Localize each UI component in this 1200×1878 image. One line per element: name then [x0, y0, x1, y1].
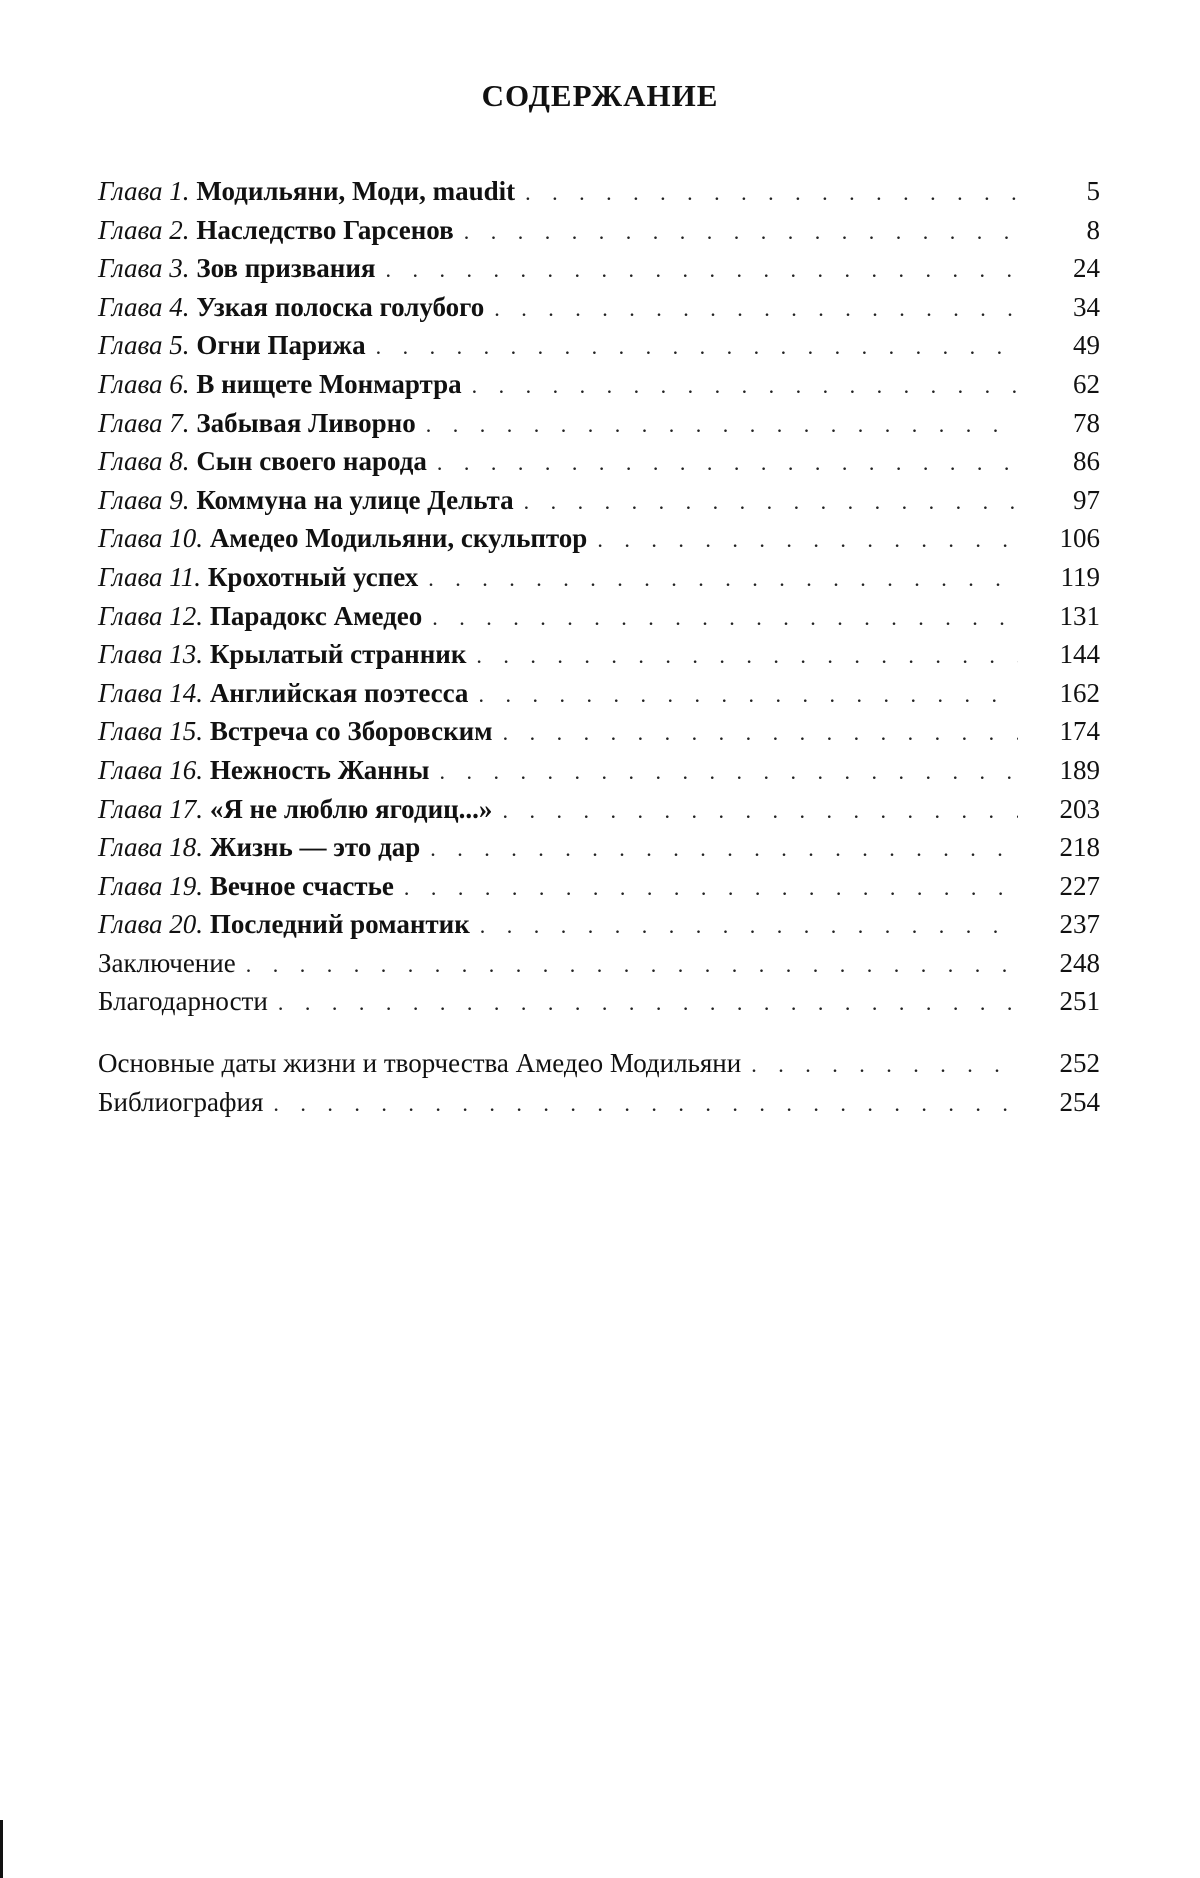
chapter-title: Узкая полоска голубого [196, 291, 485, 322]
chapter-title: Жизнь — это дар [209, 832, 421, 863]
entry-label [98, 794, 492, 825]
page-number: 86 [1073, 446, 1100, 477]
toc-entry[interactable] [98, 292, 1100, 331]
chapter-number: Глава 2. [98, 214, 190, 245]
entry-label [98, 639, 466, 670]
chapter-title: «Я не люблю ягодиц...» [209, 793, 493, 824]
page-number: 24 [1073, 253, 1100, 284]
page-edge-mark [0, 1820, 3, 1878]
dot-leader [478, 682, 1018, 708]
toc-entry[interactable] [98, 1087, 1100, 1126]
chapter-number: Глава 9. [98, 484, 190, 515]
chapter-title: Крылатый странник [209, 639, 467, 670]
chapter-number: Глава 16. [98, 754, 204, 785]
chapter-title: Огни Парижа [196, 330, 366, 361]
page-number: 248 [1059, 947, 1100, 978]
entry-label [98, 330, 366, 361]
dot-leader [404, 875, 1018, 901]
toc-entry[interactable] [98, 446, 1100, 485]
toc-appendix-list [98, 1048, 1100, 1125]
page-number: 254 [1059, 1086, 1100, 1117]
page-number: 189 [1059, 754, 1100, 785]
chapter-number: Глава 10. [98, 523, 204, 554]
dot-leader [278, 990, 1018, 1016]
chapter-title: Модильяни, Моди, maudit [196, 176, 516, 206]
dot-leader [437, 450, 1018, 476]
chapter-number: Глава 3. [98, 253, 190, 284]
chapter-number: Глава 1. [98, 176, 190, 206]
chapter-number: Глава 11. [98, 561, 202, 592]
chapter-title: Забывая Ливорно [196, 407, 416, 438]
dot-leader [472, 373, 1018, 399]
toc-main-list [98, 176, 1100, 1025]
entry-label [98, 485, 514, 516]
page-number: 119 [1060, 561, 1100, 592]
entry-label [98, 369, 462, 400]
chapter-title: Вечное счастье [209, 870, 394, 901]
dot-leader [503, 720, 1018, 746]
dot-leader [386, 257, 1018, 283]
page-number: 162 [1059, 677, 1100, 708]
entry-label [98, 832, 420, 863]
dot-leader [432, 605, 1018, 631]
toc-entry[interactable] [98, 176, 1100, 215]
chapter-number: Глава 19. [98, 870, 204, 901]
toc-entry[interactable] [98, 485, 1100, 524]
page-number: 203 [1059, 793, 1100, 824]
toc-entry[interactable] [98, 369, 1100, 408]
toc-entry[interactable] [98, 871, 1100, 910]
chapter-number: Глава 18. [98, 832, 204, 863]
dot-leader [426, 412, 1018, 438]
chapter-number: Глава 8. [98, 446, 190, 477]
entry-label [98, 755, 429, 786]
page-number: 252 [1059, 1048, 1100, 1078]
page-number: 237 [1059, 909, 1100, 940]
page-number: 97 [1073, 484, 1100, 515]
dot-leader [597, 527, 1018, 553]
chapter-title: Коммуна на улице Дельта [196, 484, 514, 515]
chapter-number: Глава 14. [98, 677, 204, 708]
page-number: 144 [1059, 639, 1100, 670]
appendix-title: Библиография [98, 1086, 264, 1117]
entry-label [98, 678, 468, 709]
toc-entry[interactable] [98, 794, 1100, 833]
toc-entry[interactable] [98, 408, 1100, 447]
page-number: 78 [1073, 407, 1100, 438]
dot-leader [428, 566, 1018, 592]
entry-label [98, 523, 587, 554]
toc-entry[interactable] [98, 330, 1100, 369]
toc-entry[interactable] [98, 601, 1100, 640]
entry-label [98, 716, 493, 747]
dot-leader [494, 296, 1018, 322]
chapter-title: Нежность Жанны [209, 754, 430, 785]
entry-label [98, 909, 470, 940]
chapter-number: Глава 6. [98, 368, 190, 399]
page-number: 34 [1073, 291, 1100, 322]
toc-entry[interactable] [98, 1048, 1100, 1087]
toc-entry[interactable] [98, 639, 1100, 678]
entry-label [98, 601, 422, 632]
chapter-number: Глава 13. [98, 639, 204, 670]
chapter-title: Наследство Гарсенов [196, 214, 454, 245]
dot-leader [273, 1091, 1018, 1117]
section-title: Благодарности [98, 986, 268, 1017]
toc-entry[interactable] [98, 253, 1100, 292]
dot-leader [464, 219, 1018, 245]
page-number: 106 [1059, 523, 1100, 554]
page-number: 49 [1073, 330, 1100, 361]
page-number: 8 [1086, 214, 1100, 245]
toc-entry[interactable] [98, 716, 1100, 755]
chapter-title: Парадокс Амедео [209, 600, 423, 631]
toc-entry[interactable] [98, 948, 1100, 987]
chapter-number: Глава 7. [98, 407, 190, 438]
chapter-title: Амедео Модильяни, скульптор [209, 523, 588, 554]
page-number: 218 [1059, 832, 1100, 863]
chapter-number: Глава 20. [98, 909, 204, 940]
toc-entry[interactable] [98, 986, 1100, 1025]
toc-entry[interactable] [98, 678, 1100, 717]
chapter-number: Глава 5. [98, 330, 190, 361]
entry-label [98, 215, 454, 246]
toc-entry[interactable] [98, 832, 1100, 871]
page-title: СОДЕРЖАНИЕ [481, 78, 719, 113]
dot-leader [502, 798, 1018, 824]
chapter-number: Глава 4. [98, 291, 190, 322]
entry-label [98, 562, 418, 593]
chapter-number: Глава 17. [98, 793, 204, 824]
page-number: 227 [1059, 870, 1100, 901]
section-title: Заключение [98, 947, 236, 978]
dot-leader [376, 334, 1018, 360]
entry-label [98, 408, 416, 439]
dot-leader [480, 913, 1018, 939]
page-number: 174 [1059, 716, 1100, 747]
appendix-title: Основные даты жизни и творчества Амедео Модильяни [98, 1048, 742, 1078]
page-number: 131 [1059, 600, 1100, 631]
page-number: 5 [1086, 176, 1100, 206]
page-number: 62 [1073, 368, 1100, 399]
dot-leader [439, 759, 1018, 785]
page-number: 251 [1059, 986, 1100, 1017]
dot-leader [524, 489, 1018, 515]
toc-entry[interactable] [98, 909, 1100, 948]
entry-label [98, 292, 484, 323]
chapter-title: Встреча со Зборовским [209, 716, 493, 747]
entry-label [98, 253, 376, 284]
chapter-title: Крохотный успех [207, 561, 419, 592]
entry-label [98, 176, 515, 207]
entry-label [98, 871, 394, 902]
dot-leader [476, 643, 1018, 669]
chapter-number: Глава 15. [98, 716, 204, 747]
chapter-number: Глава 12. [98, 600, 204, 631]
toc-entry[interactable] [98, 523, 1100, 562]
toc-entry[interactable] [98, 215, 1100, 254]
chapter-title: Последний романтик [209, 909, 470, 940]
toc-entry[interactable] [98, 755, 1100, 794]
chapter-title: В нищете Монмартра [196, 368, 462, 399]
entry-label [98, 446, 427, 477]
chapter-title: Сын своего народа [196, 446, 427, 477]
dot-leader [430, 836, 1018, 862]
chapter-title: Зов призвания [196, 253, 376, 284]
chapter-title: Английская поэтесса [209, 677, 469, 708]
toc-entry[interactable] [98, 562, 1100, 601]
dot-leader [525, 180, 1018, 206]
dot-leader [751, 1052, 1018, 1078]
dot-leader [246, 952, 1018, 978]
